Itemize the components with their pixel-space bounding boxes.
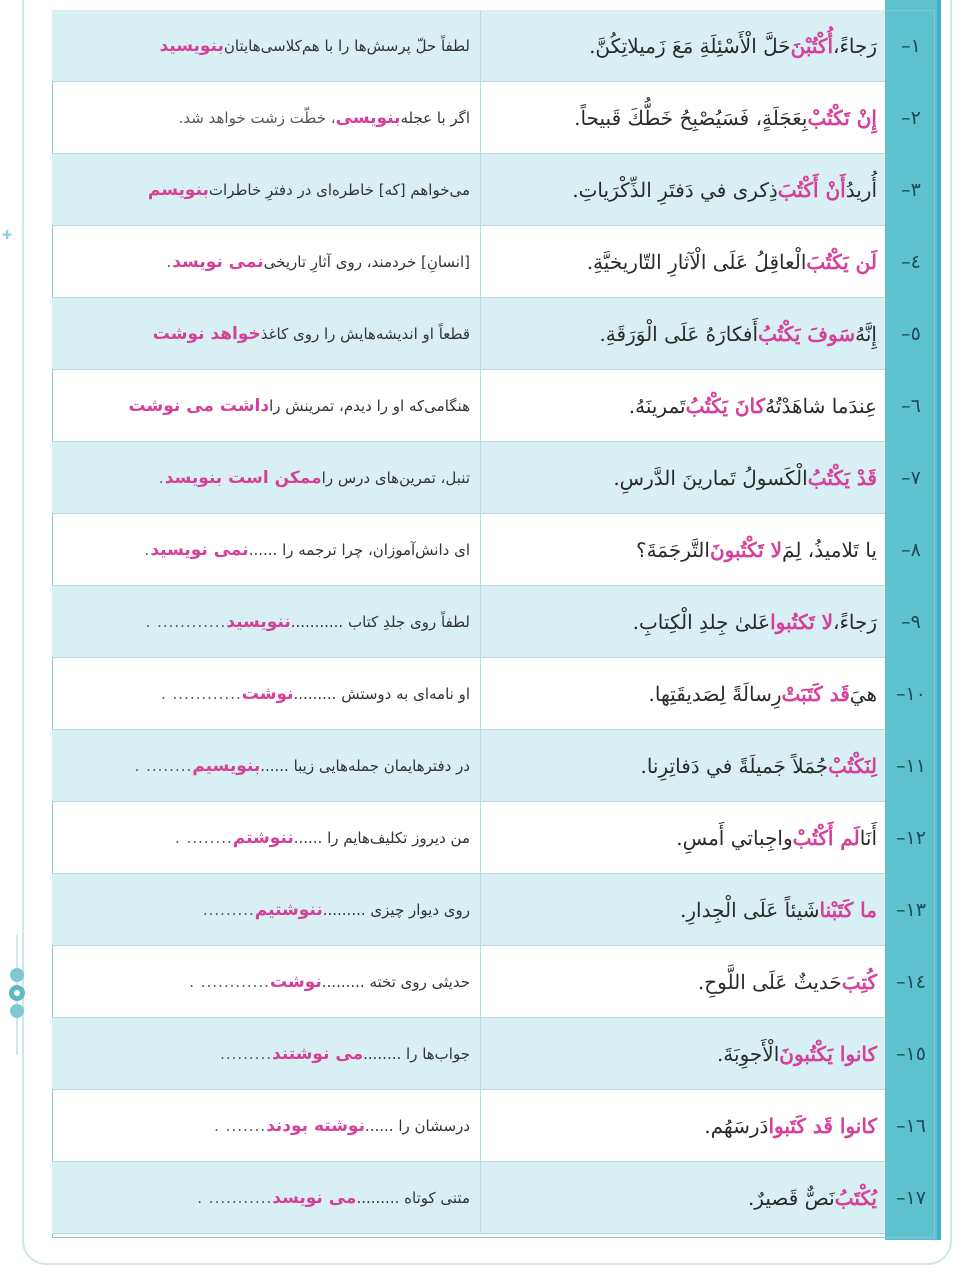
arabic-sentence	[480, 1090, 885, 1161]
row-number: ٤–	[901, 251, 921, 273]
persian-prefix: روی دیوار چیزی .........	[322, 900, 470, 919]
arabic-sentence	[480, 10, 885, 81]
persian-prefix: حدیثی روی تخته .........	[321, 972, 470, 991]
arabic-prefix: إِنَّهُ	[855, 321, 877, 346]
table-row	[52, 586, 885, 658]
persian-prefix: متنی کوتاه .........	[356, 1188, 470, 1207]
arabic-verb-highlight: لَم أَكْتُبْ	[792, 825, 860, 850]
arabic-sentence	[480, 154, 885, 225]
arabic-verb-highlight: كانوا يَكْتُبونَ	[779, 1041, 877, 1066]
persian-prefix: لطفاً حلّ پرسش‌ها را با هم‌کلاسی‌هایتان	[223, 36, 470, 55]
persian-answer: داشت می نوشت	[128, 395, 270, 416]
persian-translation	[52, 658, 480, 729]
persian-answer: نوشت	[270, 971, 322, 992]
row-number: ٣–	[901, 179, 921, 201]
arabic-suffix: واجِباتي أَمسِ.	[676, 825, 793, 850]
arabic-suffix: الْكَسولُ تَمارينَ الدَّرسِ.	[613, 465, 808, 490]
persian-suffix: .	[158, 468, 165, 487]
arabic-sentence	[480, 802, 885, 873]
arabic-verb-highlight: كُتِبَ	[841, 969, 877, 994]
persian-answer: می نویسد	[272, 1187, 357, 1208]
persian-translation	[52, 154, 480, 225]
arabic-verb-highlight: كانَ يَكْتُبُ	[685, 393, 766, 418]
table-row	[52, 442, 885, 514]
arabic-verb-highlight: سَوفَ يَكْتُبُ	[758, 321, 856, 346]
persian-prefix: ای دانش‌آموزان، چرا ترجمه را ......	[248, 540, 470, 559]
persian-answer: نوشته بودند	[266, 1115, 365, 1136]
persian-answer: بنویسیم	[192, 755, 261, 776]
persian-suffix: ........ .	[175, 828, 233, 847]
arabic-suffix: عَلیٰ جِلدِ الْكِتابِ.	[632, 609, 771, 634]
arabic-verb-highlight: قَدْ يَكْتُبُ	[807, 465, 877, 490]
arabic-prefix: هيَ	[849, 681, 877, 706]
arabic-suffix: أَفكارَهُ عَلَی الْوَرَقَةِ.	[599, 321, 759, 346]
persian-prefix: می‌خواهم [که] خاطره‌ای در دفترِ خاطرات	[208, 180, 470, 199]
arabic-sentence	[480, 514, 885, 585]
arabic-sentence	[480, 586, 885, 657]
persian-translation	[52, 1162, 480, 1233]
persian-translation	[52, 226, 480, 297]
persian-translation	[52, 1090, 480, 1161]
persian-prefix: اگر با عجله	[400, 108, 470, 127]
floral-ornament-icon	[6, 935, 28, 1055]
arabic-suffix: الْعاقِلُ عَلَی الْآثارِ التّاریخيَّةِ.	[586, 249, 807, 274]
persian-translation	[52, 802, 480, 873]
table-row	[52, 10, 885, 82]
persian-translation	[52, 874, 480, 945]
table-row	[52, 946, 885, 1018]
row-number: ٩–	[901, 611, 921, 633]
persian-answer: بنویسید	[159, 35, 224, 56]
persian-answer: ننویسید	[226, 611, 291, 632]
persian-prefix: قطعاً او اندیشه‌هایش را روی کاغذ	[260, 324, 470, 343]
table-row	[52, 1090, 885, 1162]
arabic-suffix: حَلَّ الْأَسْئِلَةِ مَعَ زَمیلاتِكُنَّ.	[589, 33, 791, 58]
persian-translation	[52, 946, 480, 1017]
row-number: ٦–	[901, 395, 921, 417]
arabic-suffix: دَرسَهُم.	[704, 1113, 769, 1138]
persian-prefix: درسشان را ......	[364, 1116, 470, 1135]
persian-suffix: ............ .	[145, 612, 227, 631]
persian-answer: بنویسی	[335, 107, 401, 128]
persian-answer: بنویسم	[147, 179, 209, 200]
persian-suffix: .	[166, 252, 173, 271]
arabic-suffix: الْأَجوِبَةَ.	[716, 1041, 780, 1066]
arabic-prefix: أَنَا	[859, 825, 877, 850]
persian-suffix: ........ .	[134, 756, 193, 775]
table-row	[52, 514, 885, 586]
table-row	[52, 370, 885, 442]
arabic-verb-highlight: لا تَكتُبوا	[770, 609, 834, 634]
arabic-verb-highlight: لِنَكْتُبْ	[828, 753, 877, 778]
arabic-prefix: رَجاءً،	[833, 33, 877, 58]
persian-answer: نمی نویسید	[150, 539, 249, 560]
persian-suffix: ، خطّت زشت خواهد شد.	[178, 108, 336, 127]
table-row	[52, 154, 885, 226]
persian-translation	[52, 514, 480, 585]
row-number: ٥–	[901, 323, 921, 345]
row-number: ٢–	[901, 107, 921, 129]
persian-suffix: ........... .	[197, 1188, 273, 1207]
table-row	[52, 874, 885, 946]
table-row	[52, 226, 885, 298]
persian-answer: نوشت	[241, 683, 294, 704]
arabic-prefix: يا تَلاميذُ، لِمَ	[782, 537, 877, 562]
persian-prefix: هنگامی‌که او را دیدم، تمرینش را	[269, 396, 470, 415]
arabic-suffix: حَديثٌ عَلَی اللَّوحِ.	[697, 969, 842, 994]
arabic-verb-highlight: أَنْ أَكْتُبَ	[777, 177, 846, 202]
persian-suffix: .........	[220, 1044, 272, 1063]
persian-answer: نمی نویسد	[172, 251, 264, 272]
arabic-sentence	[480, 1018, 885, 1089]
arabic-verb-highlight: لا تَكْتُبونَ	[709, 537, 783, 562]
persian-prefix: در دفترهایمان جمله‌هایی زیبا ......	[260, 756, 470, 775]
number-column-edge	[937, 0, 941, 1240]
table-row	[52, 658, 885, 730]
table-row	[52, 1018, 885, 1090]
persian-prefix: تنبل، تمرین‌های درس را	[321, 468, 470, 487]
persian-translation	[52, 730, 480, 801]
arabic-verb-highlight: لَن يَكْتُبَ	[806, 249, 877, 274]
arabic-suffix: جُمَلاً جَميلَةً في دَفاتِرِنا.	[640, 753, 829, 778]
arabic-suffix: بِعَجَلَةٍ، فَسَيُصْبِحُ خَطُّكَ قَبيحاً.	[574, 105, 808, 130]
persian-prefix: لطفاً روی جلدِ کتاب ...........	[290, 612, 470, 631]
arabic-prefix: أُريدُ	[845, 177, 877, 202]
arabic-sentence	[480, 658, 885, 729]
arabic-sentence	[480, 82, 885, 153]
row-number: ١٢–	[896, 827, 926, 849]
persian-translation	[52, 10, 480, 81]
table-row	[52, 730, 885, 802]
persian-translation	[52, 370, 480, 441]
persian-answer: خواهد نوشت	[152, 323, 261, 344]
arabic-verb-highlight: كانوا قَد كَتَبوا	[768, 1113, 877, 1138]
persian-prefix: من دیروز تکلیف‌هایم را ......	[293, 828, 470, 847]
persian-translation	[52, 82, 480, 153]
persian-translation	[52, 442, 480, 513]
persian-answer: ننوشتم	[232, 827, 294, 848]
table-row	[52, 1162, 885, 1234]
arabic-sentence	[480, 730, 885, 801]
persian-suffix: .	[144, 540, 151, 559]
arabic-sentence	[480, 442, 885, 513]
persian-answer: ننوشتیم	[254, 899, 323, 920]
arabic-suffix: رِسالَةً لِصَديقَتِها.	[648, 681, 782, 706]
arabic-sentence	[480, 226, 885, 297]
arabic-sentence	[480, 1162, 885, 1233]
persian-prefix: جواب‌ها را ........	[363, 1044, 470, 1063]
arabic-suffix: نَصٌّ قَصيرٌ.	[747, 1185, 835, 1210]
persian-suffix: ............ .	[189, 972, 270, 991]
arabic-verb-highlight: ما كَتَبْنا	[819, 897, 877, 922]
arabic-verb-highlight: أُكْتُبْنَ	[790, 33, 834, 58]
persian-suffix: ....... .	[214, 1116, 267, 1135]
arabic-suffix: ذِكرى في دَفتَرِ الذِّكْرَياتِ.	[572, 177, 778, 202]
arabic-sentence	[480, 874, 885, 945]
table-row	[52, 298, 885, 370]
plus-ornament-icon: ✚	[2, 228, 13, 242]
table-row	[52, 82, 885, 154]
row-number: ١٥–	[896, 1043, 926, 1065]
arabic-sentence	[480, 370, 885, 441]
persian-suffix: .........	[202, 900, 255, 919]
row-number: ١١–	[896, 755, 926, 777]
persian-prefix: او نامه‌ای به دوستش .........	[293, 684, 470, 703]
row-number: ١٦–	[896, 1115, 926, 1137]
arabic-sentence	[480, 946, 885, 1017]
persian-answer: ممکن است بنویسد	[164, 467, 322, 488]
row-number: ١٤–	[896, 971, 926, 993]
arabic-sentence	[480, 298, 885, 369]
persian-answer: می نوشتند	[272, 1043, 364, 1064]
arabic-verb-highlight: إِنْ تَكْتُبْ	[807, 105, 877, 130]
arabic-verb-highlight: قَد كَتَبَتْ	[781, 681, 850, 706]
persian-translation	[52, 298, 480, 369]
row-number: ١–	[901, 35, 921, 57]
row-number: ٧–	[901, 467, 921, 489]
arabic-suffix: شَيئاً عَلَی الْجِدارِ.	[680, 897, 820, 922]
row-number: ١٧–	[896, 1187, 926, 1209]
arabic-verb-highlight: يُكْتَبُ	[834, 1185, 877, 1210]
table-row	[52, 802, 885, 874]
persian-translation	[52, 586, 480, 657]
row-number: ١٠–	[896, 683, 926, 705]
persian-suffix: ............ .	[160, 684, 242, 703]
arabic-suffix: تَمرينَهُ.	[628, 393, 686, 418]
row-number: ٨–	[901, 539, 921, 561]
arabic-prefix: رَجاءً،	[833, 609, 877, 634]
persian-translation	[52, 1018, 480, 1089]
row-number: ١٣–	[896, 899, 926, 921]
arabic-suffix: التَّرجَمَةَ؟	[635, 537, 710, 562]
arabic-prefix: عِندَما شاهَدْتُهُ	[765, 393, 877, 418]
persian-prefix: [انسانِ] خردمند، روی آثارِ تاریخی	[263, 252, 470, 271]
